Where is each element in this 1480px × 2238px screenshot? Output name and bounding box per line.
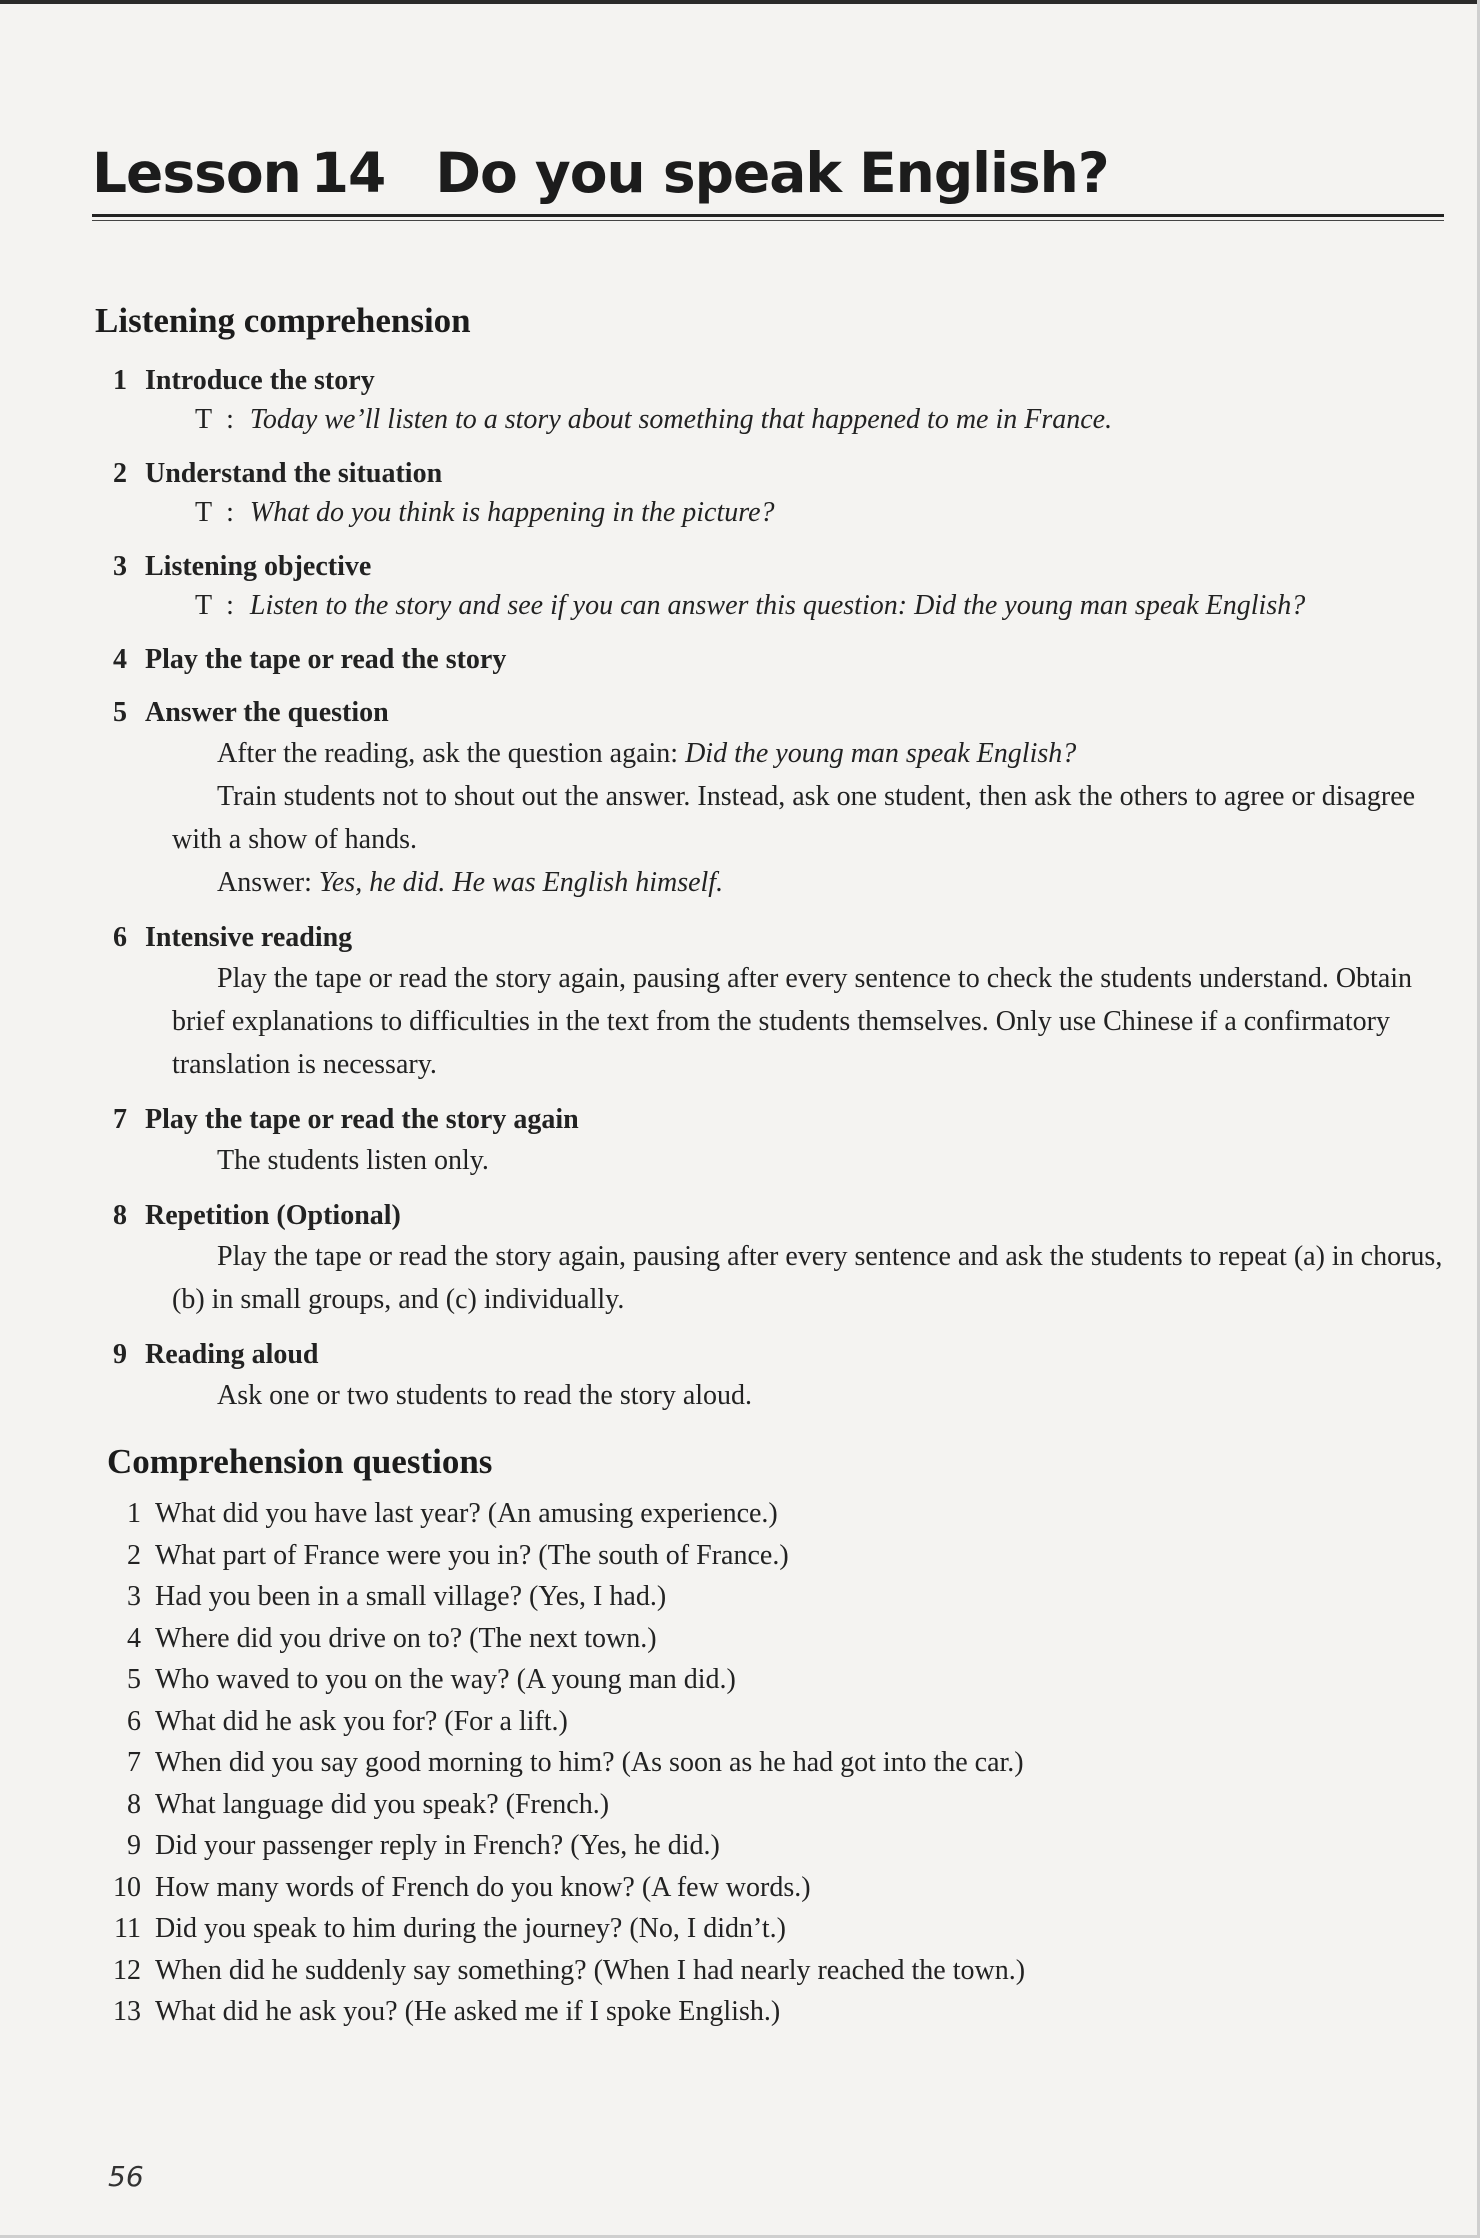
instruction-text: After the reading, ask the question again: — [217, 738, 686, 769]
question-item — [95, 1867, 1455, 1909]
step-item — [95, 919, 1455, 1086]
question-text: What did you have last year? (An amusing experience.) — [155, 1498, 778, 1529]
question-text: Did you speak to him during the journey? (No, I didn’t.) — [155, 1913, 786, 1944]
question-item — [95, 1991, 1455, 2033]
step-head — [95, 1197, 1455, 1235]
step-head — [95, 362, 1455, 400]
question-number: 10 — [113, 1871, 141, 1903]
page-content — [95, 300, 1455, 2033]
question-item — [95, 1784, 1455, 1826]
step-title: Play the tape or read the story — [145, 644, 507, 675]
section-heading-listening: Listening comprehension — [95, 301, 471, 340]
teacher-line — [95, 493, 1455, 533]
step-head — [95, 919, 1455, 957]
question-number: 3 — [127, 1581, 141, 1612]
instruction-paragraph: Play the tape or read the story again, pausing after every sentence to check the students understand. Obtain brief explanations to difficulties in the text from the students themselves. Only use Chinese if a confirmatory translation is necessary. — [172, 963, 1413, 1080]
instruction-line — [95, 732, 1455, 775]
teacher-text: Today we’ll listen to a story about something that happened to me in France. — [249, 404, 1113, 435]
step-number: 5 — [113, 697, 127, 728]
page-top-edge — [0, 0, 1480, 4]
colon: : — [226, 404, 234, 435]
question-text: What language did you speak? (French.) — [155, 1788, 610, 1820]
step-title: Repetition (Optional) — [145, 1200, 401, 1231]
teacher-label: T — [195, 590, 213, 621]
question-item — [95, 1825, 1455, 1867]
step-number: 9 — [113, 1339, 127, 1370]
question-text: What did he ask you for? (For a lift.) — [155, 1705, 568, 1737]
teacher-line — [95, 400, 1455, 440]
step-head — [95, 641, 1455, 679]
instruction-line: The students listen only. — [217, 1145, 489, 1176]
lesson-title-text: Do you speak English? — [435, 141, 1109, 205]
step-number: 4 — [113, 644, 127, 675]
question-text: Did your passenger reply in French? (Yes, he did.) — [155, 1830, 720, 1861]
question-text: Where did you drive on to? (The next town.) — [155, 1622, 657, 1654]
teacher-text: Listen to the story and see if you can answer this question: — [249, 590, 915, 621]
instruction-line: Ask one or two students to read the story aloud. — [217, 1380, 753, 1411]
question-text: Who waved to you on the way? (A young man did.) — [155, 1664, 736, 1695]
question-number: 1 — [127, 1498, 141, 1529]
step-head — [95, 1101, 1455, 1139]
question-number: 11 — [114, 1913, 141, 1944]
step-item — [95, 1336, 1455, 1417]
step-head — [95, 1336, 1455, 1374]
teacher-label: T — [195, 404, 213, 435]
answer-line — [95, 861, 1455, 904]
teacher-text: What do you think is happening in the picture? — [249, 497, 775, 528]
step-number: 6 — [113, 922, 127, 953]
step-item — [95, 362, 1455, 440]
lesson-header — [92, 138, 1444, 221]
teacher-question: Did the young man speak English? — [914, 590, 1306, 621]
question-number: 8 — [127, 1788, 141, 1820]
instruction-paragraph: Play the tape or read the story again, pausing after every sentence and ask the students to repeat (a) in chorus, (b) in small groups, and (c) individually. — [172, 1241, 1443, 1315]
section-heading-comprehension: Comprehension questions — [107, 1442, 493, 1481]
question-number: 6 — [127, 1705, 141, 1737]
step-head — [95, 694, 1455, 732]
step-head — [95, 455, 1455, 493]
question-item — [95, 1493, 1455, 1535]
step-item — [95, 641, 1455, 679]
question-number: 7 — [127, 1747, 141, 1778]
instruction-paragraph: Train students not to shout out the answer. Instead, ask one student, then ask the others to agree or disagree with a show of hands. — [172, 781, 1416, 855]
teacher-label: T — [195, 497, 213, 528]
question-item — [95, 1908, 1455, 1950]
question-item — [95, 1701, 1455, 1743]
answer-text: Yes, he did. He was English himself. — [318, 867, 724, 898]
colon: : — [226, 590, 234, 621]
page-number: 56 — [108, 2160, 144, 2193]
step-title: Play the tape or read the story again — [145, 1104, 579, 1135]
step-item — [95, 455, 1455, 533]
step-number: 3 — [113, 551, 127, 582]
question-number: 9 — [127, 1830, 141, 1861]
question-text: When did he suddenly say something? (When I had nearly reached the town.) — [155, 1954, 1026, 1986]
step-number: 1 — [113, 365, 127, 396]
step-number: 7 — [113, 1104, 127, 1135]
step-title: Answer the question — [145, 697, 389, 728]
step-title: Understand the situation — [145, 458, 443, 489]
question-item — [95, 1950, 1455, 1992]
instruction-question: Did the young man speak English? — [685, 738, 1077, 769]
question-text: What did he ask you? (He asked me if I spoke English.) — [155, 1996, 781, 2027]
lesson-title — [92, 138, 1444, 208]
lesson-label: Lesson — [92, 141, 301, 205]
question-item — [95, 1659, 1455, 1701]
step-number: 2 — [113, 458, 127, 489]
question-item — [95, 1535, 1455, 1577]
step-title: Reading aloud — [145, 1339, 319, 1370]
lesson-number: 14 — [310, 141, 386, 205]
step-number: 8 — [113, 1200, 127, 1231]
question-item — [95, 1576, 1455, 1618]
step-item — [95, 1101, 1455, 1182]
step-title: Intensive reading — [145, 922, 353, 953]
answer-label: Answer: — [217, 867, 319, 898]
question-list — [95, 1493, 1455, 2033]
question-text: How many words of French do you know? (A few words.) — [155, 1871, 811, 1903]
question-text: Had you been in a small village? (Yes, I had.) — [155, 1581, 667, 1612]
title-rule-thick — [92, 214, 1444, 217]
question-number: 13 — [113, 1996, 141, 2027]
question-item — [95, 1618, 1455, 1660]
step-title: Listening objective — [145, 551, 372, 582]
question-text: When did you say good morning to him? (As soon as he had got into the car.) — [155, 1747, 1024, 1778]
question-number: 4 — [127, 1622, 141, 1654]
step-item — [95, 1197, 1455, 1321]
title-rule-thin — [92, 220, 1444, 221]
question-number: 12 — [113, 1954, 141, 1986]
teacher-line — [95, 586, 1455, 626]
question-number: 2 — [127, 1539, 141, 1571]
colon: : — [226, 497, 234, 528]
question-number: 5 — [127, 1664, 141, 1695]
step-head — [95, 548, 1455, 586]
step-item — [95, 548, 1455, 626]
step-item — [95, 694, 1455, 904]
question-text: What part of France were you in? (The south of France.) — [155, 1539, 789, 1571]
step-title: Introduce the story — [145, 365, 375, 396]
question-item — [95, 1742, 1455, 1784]
